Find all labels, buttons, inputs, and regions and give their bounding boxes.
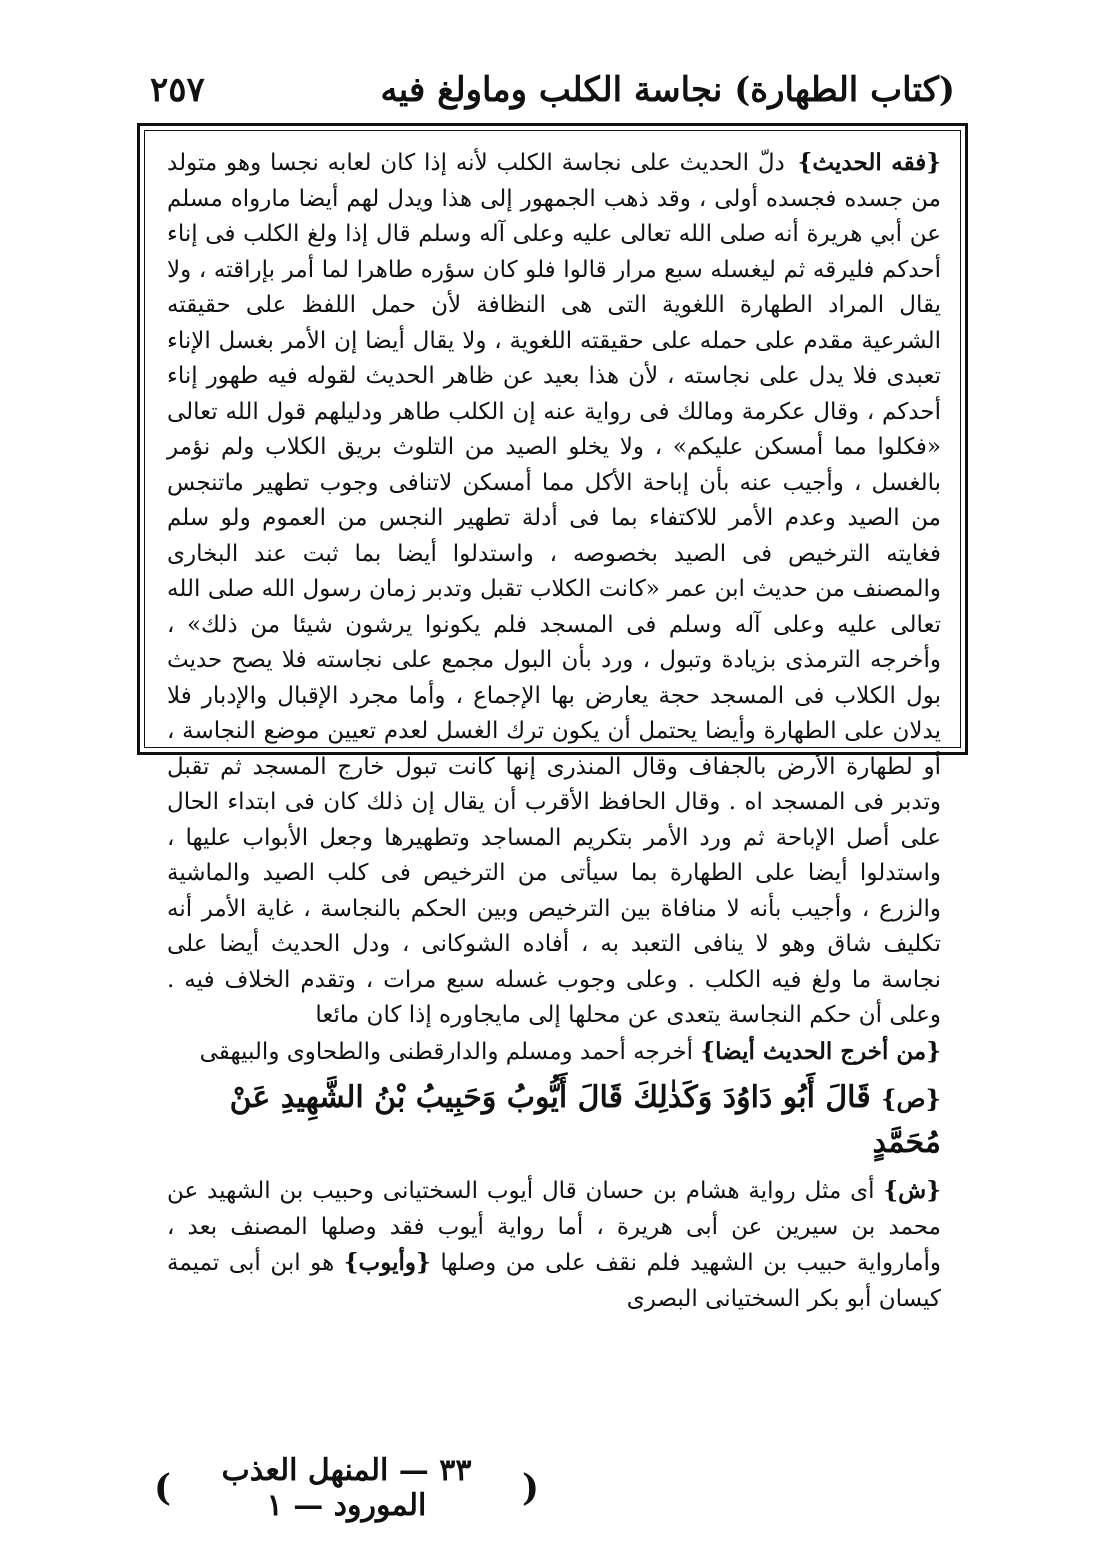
page-header [150,62,955,118]
fiqh-label: {فقه الحديث} [797,149,941,176]
takhrij-text: أخرجه أحمد ومسلم والدارقطنى والطحاوى والبيهقى [199,1038,694,1065]
footer-close-paren: ) [154,1467,172,1509]
page-footer [154,1453,539,1523]
takhrij-label: {من أخرج الحديث أيضا} [700,1037,941,1065]
page-number: ٢٥٧ [150,70,205,110]
ayyub-label: {وأيوب} [343,1249,431,1276]
takhrij-paragraph [167,1034,941,1071]
sharh-text: أى مثل رواية هشام بن حسان قال أيوب السختيانى وحبيب بن الشهيد عن محمد بن سيرين عن أبى هريرة ، أما رواية أيوب فقد وصلها المصنف بعد ، وأمارواية حبيب بن الشهيد فلم نقف على من وصلها [167,1178,942,1276]
main-text [167,145,942,1312]
footer-signature: ٣٣ — المنهل العذب المورود — ١ [221,1453,472,1523]
sharh-paragraph [167,1173,941,1317]
book-title: (كتاب الطهارة) نجاسة الكلب وماولغ فيه [380,70,955,110]
matn-label: {ص} [881,1084,941,1113]
matn-line [167,1076,941,1165]
ayyub-text: هو ابن أبى تميمة كيسان أبو بكر السختيانى البصرى [167,1250,941,1312]
footer-open-paren: ( [521,1467,539,1509]
sharh-label: {ش} [883,1177,941,1204]
fiqh-paragraph [167,145,941,1034]
matn-text: قَالَ أَبُو دَاوُدَ وَكَذٰلِكَ قَالَ أَيُّوبُ وَحَبِيبُ بْنُ الشَّهِيدِ عَنْ مُحَمَّدٍ [229,1080,941,1160]
fiqh-text: دلّ الحديث على نجاسة الكلب لأنه إذا كان لعابه نجسا وهو متولد من جسده فجسده أولى ، وقد ذهب الجمهور إلى هذا ويدل لهم أيضا مارواه مسلم عن أبي هريرة أنه صلى الله تعالى عليه وعلى آله وسلم قال إذا ولغ الكلب فى إناء أحدكم فليرقه ثم ليغسله سبع مرار قالوا فلو كان سؤره طاهرا لما أمر بإراقته ، ولا يقال المراد الطهارة اللغوية التى هى النظافة لأن حمل اللفظ على حقيقته الشرعية مقدم على حمله على حقيقته اللغوية ، ولا يقال أيضا إن الأمر بغسل الإناء تعبدى فلا يدل على نجاسته ، لأن هذا بعيد عن ظاهر الحديث لقوله فيه طهور إناء أحدكم ، وقال عكرمة ومالك فى رواية عنه إن الكلب طاهر ودليلهم قول الله تعالى «فكلوا مما أمسكن عليكم» ، ولا يخلو الصيد من التلوث بريق الكلاب ولم نؤمر بالغسل ، وأجيب عنه بأن إباحة الأكل مما أمسكن لاتنافى وجوب تطهير ماتنجس من الصيد وعدم الأمر للاكتفاء بما فى أدلة تطهير النجس من العموم ولو سلم فغايته الترخيص فى الصيد بخصوصه ، واستدلوا أيضا بما ثبت عند البخارى والمصنف من حديث ابن عمر «كانت الكلاب تقبل وتدبر زمان رسول الله صلى الله تعالى عليه وعلى آله وسلم فى المسجد فلم يكونوا يرشون شيئا من ذلك» ، وأخرجه الترمذى بزيادة وتبول ، ورد بأن البول مجمع على نجاسته فلا يصح حديث بول الكلاب فى المسجد حجة يعارض بها الإجماع ، وأما مجرد الإقبال والإدبار فلا يدلان على الطهارة وأيضا يحتمل أن يكون ترك الغسل لعدم تعيين موضع النجاسة ، أو لطهارة الأرض بالجفاف وقال المنذرى إنها كانت تبول خارج المسجد ثم تقبل وتدبر فى المسجد اه . وقال الحافظ الأقرب أن يقال إن ذلك كان فى ابتداء الحال على أصل الإباحة ثم ورد الأمر بتكريم المساجد وتطهيرها وجعل الأبواب عليها ، واستدلوا أيضا على الطهارة بما سيأتى من الترخيص فى كلب الصيد والماشية والزرع ، وأجيب بأنه لا منافاة بين الترخيص وبين الحكم بالنجاسة ، غاية الأمر أنه تكليف شاق وهو لا ينافى التعبد به ، أفاده الشوكانى ، ودل الحديث أيضا على نجاسة ما ولغ فيه الكلب . وعلى وجوب غسله سبع مرات ، وتقدم الخلاف فيه . وعلى أن حكم النجاسة يتعدى عن محلها إلى مايجاوره إذا كان مائعا [167,150,941,1028]
